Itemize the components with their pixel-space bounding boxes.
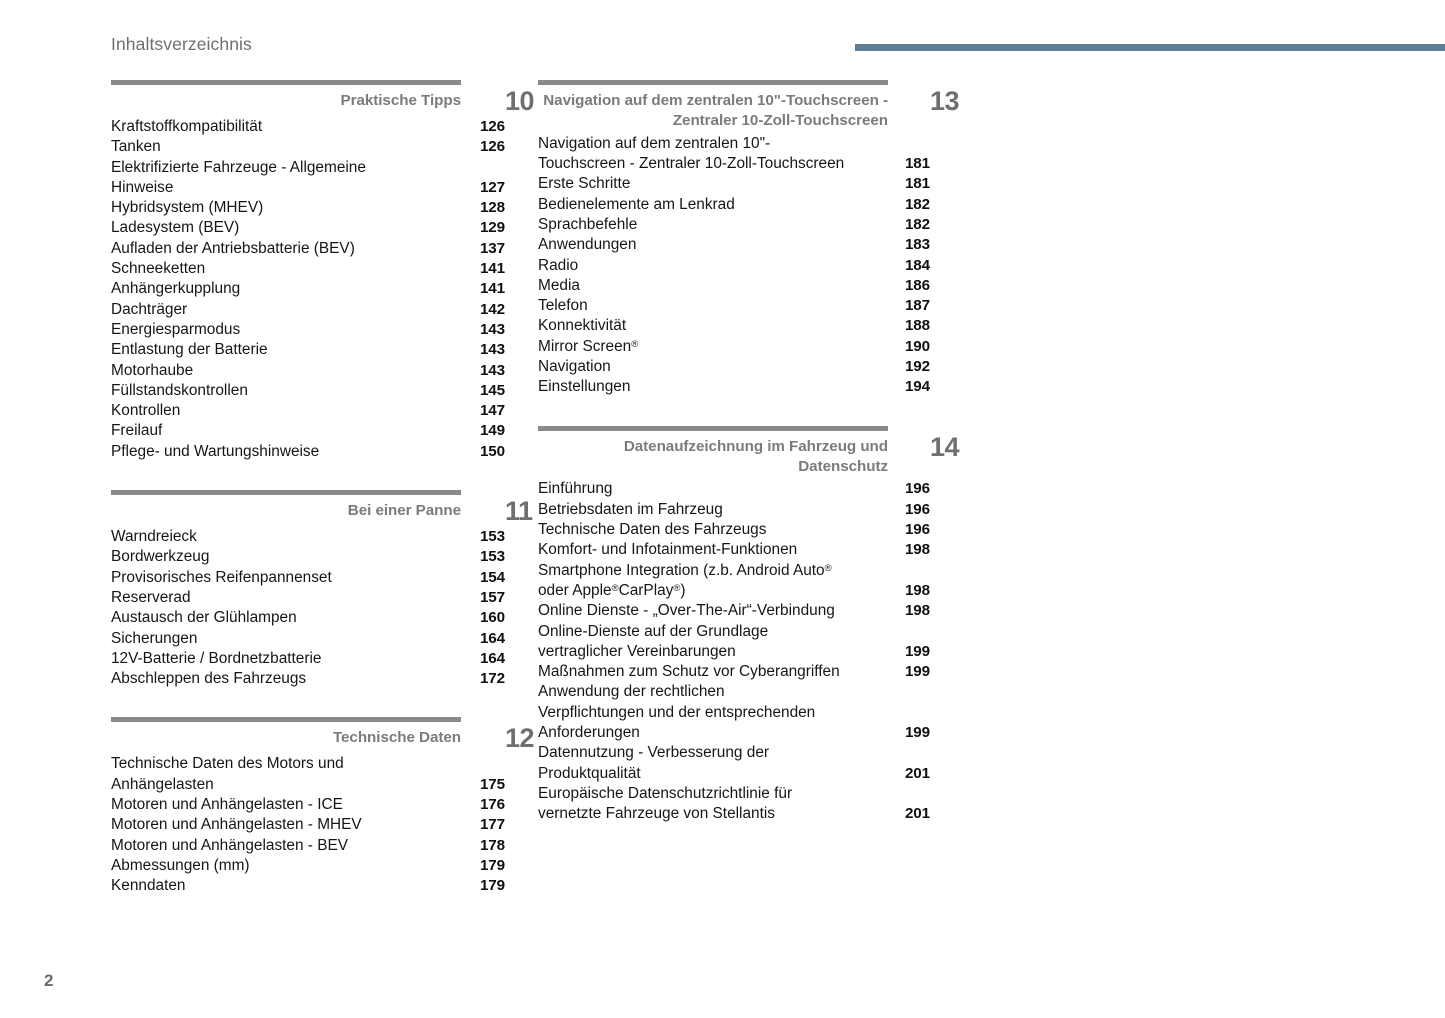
toc-entry[interactable] [111, 259, 505, 279]
toc-entry-label: Bordwerkzeug [111, 548, 210, 566]
toc-entry-line [111, 279, 505, 299]
toc-entry-label: Kenndaten [111, 877, 186, 895]
chapter-title[interactable]: Datenaufzeichnung im Fahrzeug und Datenschutz [623, 437, 888, 476]
toc-entry[interactable] [111, 649, 505, 669]
page-number: 2 [44, 971, 54, 990]
chapter-header [111, 80, 535, 116]
toc-entry-page-number: 143 [479, 320, 505, 338]
toc-entry-page-number: 192 [904, 358, 930, 376]
toc-entry-page-number: 188 [904, 317, 930, 335]
toc-entry-label: Abmessungen (mm) [111, 856, 250, 874]
toc-entry-label: Sprachbefehle [538, 216, 638, 233]
page-title: Inhaltsverzeichnis [111, 34, 252, 54]
toc-entry[interactable] [111, 320, 505, 340]
toc-entry-label: Hybridsystem (MHEV) [111, 199, 264, 217]
toc-entry-page-number: 164 [479, 629, 505, 647]
toc-entry[interactable] [111, 421, 505, 441]
toc-entry[interactable] [111, 158, 505, 199]
toc-entry-label: Tanken [111, 138, 161, 156]
toc-entry-page-number: 199 [904, 663, 930, 681]
chapter-number: 13 [930, 86, 960, 116]
toc-entry[interactable] [538, 316, 930, 336]
toc-entry-label: vertraglicher Vereinbarungen [538, 642, 736, 660]
toc-entry[interactable] [538, 622, 930, 663]
toc-entry-page-number: 145 [479, 381, 505, 399]
toc-entry-label: Energiesparmodus [111, 320, 241, 338]
toc-entry-page-number: 199 [904, 642, 930, 660]
toc-entry-line [111, 198, 505, 218]
toc-entry-line [111, 795, 505, 815]
toc-entry-line [538, 296, 930, 316]
toc-entry-label: Entlastung der Batterie [111, 341, 268, 359]
toc-entry-label: Pflege- und Wartungshinweise [111, 442, 320, 460]
chapter-title-row [538, 86, 960, 132]
toc-entry[interactable] [538, 235, 930, 255]
toc-entry-page-number: 126 [479, 138, 505, 156]
toc-entry-line [538, 784, 930, 804]
toc-entry-label: Kraftstoffkompatibilität [111, 118, 263, 135]
toc-chapter [111, 80, 535, 462]
toc-entry[interactable] [111, 137, 505, 157]
toc-entry-line [538, 601, 930, 621]
toc-entry-label: Kontrollen [111, 402, 181, 420]
toc-entry-label: oder Apple®CarPlay®) [538, 581, 686, 599]
toc-entry[interactable] [538, 377, 930, 397]
toc-entry[interactable] [538, 195, 930, 215]
toc-entry-page-number: 198 [904, 541, 930, 559]
chapter-header [111, 717, 535, 754]
toc-entry-line [111, 527, 505, 547]
toc-entry-line [538, 154, 930, 174]
toc-entry-page-number: 126 [479, 118, 505, 135]
toc-entry[interactable] [111, 300, 505, 320]
toc-entry-page-number: 176 [479, 796, 505, 814]
toc-chapter [538, 426, 960, 825]
toc-entry-line [111, 401, 505, 421]
toc-entry-label: Anhängerkupplung [111, 280, 241, 298]
toc-entry-line [111, 361, 505, 381]
toc-entry-page-number: 187 [904, 297, 930, 315]
toc-entry-label: Anhängelasten [111, 775, 214, 793]
toc-entry[interactable] [111, 381, 505, 401]
toc-entry-label: Maßnahmen zum Schutz vor Cyberangriffen [538, 663, 840, 681]
toc-entry-line [538, 540, 930, 560]
toc-entry-line [111, 300, 505, 320]
toc-entry[interactable] [538, 561, 930, 602]
toc-entry-page-number: 182 [904, 216, 930, 233]
toc-entry-label: Motoren und Anhängelasten - ICE [111, 796, 343, 814]
toc-entry-line [538, 357, 930, 377]
toc-entry[interactable] [538, 743, 930, 784]
toc-entry-page-number: 127 [479, 178, 505, 196]
toc-entry-page-number: 194 [904, 378, 930, 396]
toc-entry-page-number: 196 [904, 500, 930, 518]
chapter-number: 10 [505, 86, 535, 116]
chapter-number: 14 [930, 431, 960, 462]
toc-entry-page-number: 154 [479, 568, 505, 586]
chapter-divider-rule [538, 426, 888, 431]
toc-entry-line [111, 239, 505, 259]
toc-entry-line [538, 561, 930, 581]
toc-entry-page-number: 129 [479, 219, 505, 237]
toc-entry[interactable] [111, 442, 505, 462]
toc-column-left [111, 80, 535, 925]
toc-entry-line [538, 195, 930, 215]
toc-entry-line [111, 340, 505, 360]
toc-entry-line [538, 479, 930, 499]
registered-trademark-icon: ® [824, 562, 832, 574]
toc-entry-line [111, 608, 505, 628]
toc-entry-line [111, 137, 505, 157]
chapter-title[interactable]: Bei einer Panne [347, 502, 461, 520]
toc-entry-label: Schneeketten [111, 260, 206, 278]
toc-entry-line [538, 174, 930, 194]
toc-entry-label: Verpflichtungen und der entsprechenden [538, 703, 816, 721]
toc-entry-line [538, 377, 930, 397]
toc-entry-page-number: 142 [479, 300, 505, 318]
toc-entry-line [111, 568, 505, 588]
toc-entry-line [538, 622, 930, 642]
toc-entry-line [538, 703, 930, 723]
toc-entry-line [111, 320, 505, 340]
toc-entry-label: 12V-Batterie / Bordnetzbatterie [111, 649, 322, 667]
toc-entry-label: Elektrifizierte Fahrzeuge - Allgemeine [111, 158, 366, 176]
toc-entry-label: Technische Daten des Motors und [111, 755, 344, 773]
toc-entry[interactable] [538, 296, 930, 316]
toc-entry-line [538, 642, 930, 662]
toc-entry-line [111, 259, 505, 279]
toc-entry[interactable] [538, 134, 930, 175]
toc-entry-line [538, 337, 930, 357]
toc-entry-page-number: 175 [479, 775, 505, 793]
toc-entry[interactable] [111, 117, 505, 137]
toc-entry-page-number: 137 [479, 239, 505, 257]
toc-entry-label: Sicherungen [111, 629, 198, 647]
chapter-title[interactable]: Technische Daten [332, 729, 461, 747]
toc-entry[interactable] [111, 754, 505, 795]
toc-entry-line [538, 723, 930, 743]
toc-entry-page-number: 181 [904, 175, 930, 193]
toc-entry[interactable] [111, 401, 505, 421]
toc-entry[interactable] [111, 876, 505, 896]
registered-trademark-icon: ® [673, 582, 681, 594]
toc-entry-label: Motorhaube [111, 361, 194, 379]
toc-entry-label: Motoren und Anhängelasten - MHEV [111, 816, 362, 834]
toc-entry-label: Warndreieck [111, 528, 197, 546]
toc-entry-label: Online-Dienste auf der Grundlage [538, 622, 769, 640]
toc-entry-label: Füllstandskontrollen [111, 381, 248, 399]
chapter-entries [538, 479, 930, 824]
toc-entry-label: Konnektivität [538, 317, 627, 335]
toc-entry[interactable] [538, 682, 930, 743]
chapter-title-row [111, 86, 535, 116]
toc-entry-line [538, 764, 930, 784]
toc-entry[interactable] [111, 340, 505, 360]
chapter-entries [111, 754, 505, 896]
toc-entry-label: Navigation auf dem zentralen 10"- [538, 134, 771, 152]
toc-entry-label: Touchscreen - Zentraler 10-Zoll-Touchscreen [538, 155, 845, 173]
toc-entry-page-number: 186 [904, 276, 930, 294]
toc-entry-line [538, 134, 930, 154]
toc-entry-label: Austausch der Glühlampen [111, 609, 297, 627]
toc-entry[interactable] [538, 500, 930, 520]
chapter-title[interactable]: Praktische Tipps [340, 92, 461, 109]
toc-entry-page-number: 141 [479, 260, 505, 278]
toc-entry-page-number: 198 [904, 602, 930, 620]
toc-entry-label: Dachträger [111, 300, 188, 318]
toc-entry-page-number: 164 [479, 649, 505, 667]
toc-entry[interactable] [538, 357, 930, 377]
chapter-divider-rule [111, 80, 461, 85]
toc-entry[interactable] [538, 784, 930, 825]
chapter-header [538, 426, 960, 478]
chapter-entries [111, 117, 505, 462]
toc-entry-label: vernetzte Fahrzeuge von Stellantis [538, 805, 775, 823]
toc-entry-label: Provisorisches Reifenpannenset [111, 568, 332, 586]
toc-entry-label: Datennutzung - Verbesserung der [538, 744, 770, 762]
toc-entry[interactable] [111, 608, 505, 628]
toc-entry-label: Einstellungen [538, 378, 631, 396]
toc-entry[interactable] [538, 520, 930, 540]
toc-entry-line [111, 669, 505, 689]
toc-chapter [111, 490, 533, 689]
toc-entry[interactable] [111, 361, 505, 381]
toc-entry-line [111, 836, 505, 856]
toc-entry-label: Produktqualität [538, 764, 641, 782]
toc-entry-line [111, 775, 505, 795]
toc-entry-label: Reserverad [111, 588, 191, 606]
chapter-entries [538, 134, 930, 398]
toc-chapter [111, 717, 535, 896]
toc-entry-page-number: 198 [904, 581, 930, 599]
toc-entry-line [538, 500, 930, 520]
toc-entry-page-number: 147 [479, 402, 505, 420]
toc-entry[interactable] [111, 218, 505, 238]
toc-entry-line [538, 520, 930, 540]
toc-entry-line [111, 629, 505, 649]
toc-entry[interactable] [111, 669, 505, 689]
toc-entry[interactable] [111, 547, 505, 567]
toc-entry[interactable] [538, 256, 930, 276]
toc-entry-page-number: 177 [479, 816, 505, 834]
toc-entry-label: Freilauf [111, 422, 163, 440]
toc-entry-label: Europäische Datenschutzrichtlinie für [538, 784, 793, 802]
toc-entry[interactable] [111, 568, 505, 588]
toc-entry-label: Navigation [538, 358, 611, 376]
toc-entry-line [538, 235, 930, 255]
toc-entry-line [538, 256, 930, 276]
toc-entry[interactable] [111, 856, 505, 876]
toc-entry[interactable] [111, 629, 505, 649]
registered-trademark-icon: ® [611, 582, 619, 594]
chapter-divider-rule [538, 80, 888, 85]
toc-entry-line [111, 117, 505, 137]
chapter-header [538, 80, 960, 132]
toc-entry[interactable] [111, 836, 505, 856]
toc-entry-page-number: 141 [479, 280, 505, 298]
toc-entry-page-number: 157 [479, 588, 505, 606]
toc-entry-label: Erste Schritte [538, 175, 631, 193]
toc-entry-page-number: 178 [479, 836, 505, 854]
toc-entry-page-number: 201 [904, 805, 930, 823]
toc-entry-label: Anforderungen [538, 724, 640, 742]
chapter-title[interactable]: Navigation auf dem zentralen 10"-Touchscreen - Zentraler 10-Zoll-Touchscreen [543, 92, 888, 130]
toc-entry-page-number: 196 [904, 521, 930, 539]
toc-entry-page-number: 153 [479, 548, 505, 566]
toc-entry-page-number: 179 [479, 856, 505, 874]
toc-entry-page-number: 149 [479, 422, 505, 440]
toc-entry-line [538, 215, 930, 235]
toc-entry-line [111, 815, 505, 835]
registered-trademark-icon: ® [631, 338, 639, 350]
toc-entry-line [111, 421, 505, 441]
toc-entry-label: Betriebsdaten im Fahrzeug [538, 500, 723, 518]
chapter-title-row [111, 723, 535, 754]
toc-entry-label: Radio [538, 256, 579, 274]
toc-entry-line [538, 682, 930, 702]
toc-entry-line [111, 547, 505, 567]
toc-entry-line [111, 754, 505, 774]
toc-entry-page-number: 196 [904, 480, 930, 498]
toc-entry-page-number: 190 [904, 337, 930, 355]
toc-entry-page-number: 182 [904, 195, 930, 213]
chapter-number: 11 [505, 496, 533, 527]
toc-entry[interactable] [538, 662, 930, 682]
toc-entry-label: Anwendung der rechtlichen [538, 683, 725, 701]
chapter-title-row [111, 496, 533, 527]
toc-entry[interactable] [111, 815, 505, 835]
toc-entry-label: Abschleppen des Fahrzeugs [111, 670, 307, 688]
toc-entry-label: Telefon [538, 297, 588, 315]
toc-entry-page-number: 160 [479, 609, 505, 627]
toc-entry-label: Smartphone Integration (z.b. Android Auto® [538, 561, 832, 579]
toc-entry-page-number: 153 [479, 528, 505, 546]
toc-entry-label: Technische Daten des Fahrzeugs [538, 521, 767, 539]
toc-entry[interactable] [538, 174, 930, 194]
toc-entry[interactable] [538, 337, 930, 357]
toc-column-right [538, 80, 960, 853]
toc-entry[interactable] [538, 276, 930, 296]
toc-entry-line [538, 662, 930, 682]
toc-entry-label: Aufladen der Antriebsbatterie (BEV) [111, 239, 355, 257]
toc-entry-page-number: 143 [479, 341, 505, 359]
toc-entry-label: Mirror Screen® [538, 337, 639, 355]
toc-entry[interactable] [538, 540, 930, 560]
toc-entry-line [538, 743, 930, 763]
toc-entry[interactable] [111, 239, 505, 259]
toc-entry-line [111, 649, 505, 669]
toc-entry-page-number: 181 [904, 155, 930, 173]
toc-entry-label: Motoren und Anhängelasten - BEV [111, 836, 349, 854]
toc-entry-label: Hinweise [111, 178, 174, 196]
toc-entry-line [111, 876, 505, 896]
chapter-header [111, 490, 533, 527]
toc-entry-page-number: 184 [904, 256, 930, 274]
toc-entry[interactable] [111, 588, 505, 608]
toc-entry-line [538, 276, 930, 296]
chapter-title-row [538, 431, 960, 478]
toc-entry-line [111, 218, 505, 238]
toc-entry-line [538, 581, 930, 601]
toc-entry[interactable] [538, 215, 930, 235]
toc-entry-line [111, 158, 505, 178]
toc-entry-line [111, 178, 505, 198]
chapter-number: 12 [505, 723, 535, 754]
toc-entry-label: Anwendungen [538, 236, 637, 254]
toc-entry-line [538, 316, 930, 336]
toc-entry-line [111, 588, 505, 608]
toc-entry-line [111, 442, 505, 462]
toc-entry[interactable] [111, 795, 505, 815]
chapter-divider-rule [111, 717, 461, 722]
toc-entry-page-number: 128 [479, 199, 505, 217]
toc-entry-label: Bedienelemente am Lenkrad [538, 195, 735, 213]
toc-entry-label: Media [538, 276, 580, 294]
chapter-entries [111, 527, 505, 689]
toc-entry-page-number: 143 [479, 361, 505, 379]
toc-entry-line [111, 856, 505, 876]
toc-entry[interactable] [538, 479, 930, 499]
chapter-divider-rule [111, 490, 461, 495]
toc-entry-page-number: 199 [904, 724, 930, 742]
toc-entry-line [538, 804, 930, 824]
toc-entry[interactable] [111, 279, 505, 299]
toc-entry-page-number: 179 [479, 877, 505, 895]
toc-entry-page-number: 183 [904, 236, 930, 254]
toc-entry-label: Komfort- und Infotainment-Funktionen [538, 541, 798, 559]
toc-entry-page-number: 201 [904, 764, 930, 782]
toc-entry-label: Online Dienste - „Over-The-Air“-Verbindung [538, 602, 835, 620]
toc-entry[interactable] [111, 527, 505, 547]
toc-chapter [538, 80, 960, 398]
toc-entry[interactable] [538, 601, 930, 621]
toc-entry-page-number: 172 [479, 670, 505, 688]
toc-entry-label: Ladesystem (BEV) [111, 219, 240, 237]
toc-entry-label: Einführung [538, 480, 613, 498]
toc-entry-line [111, 381, 505, 401]
toc-entry[interactable] [111, 198, 505, 218]
toc-entry-page-number: 150 [479, 442, 505, 460]
